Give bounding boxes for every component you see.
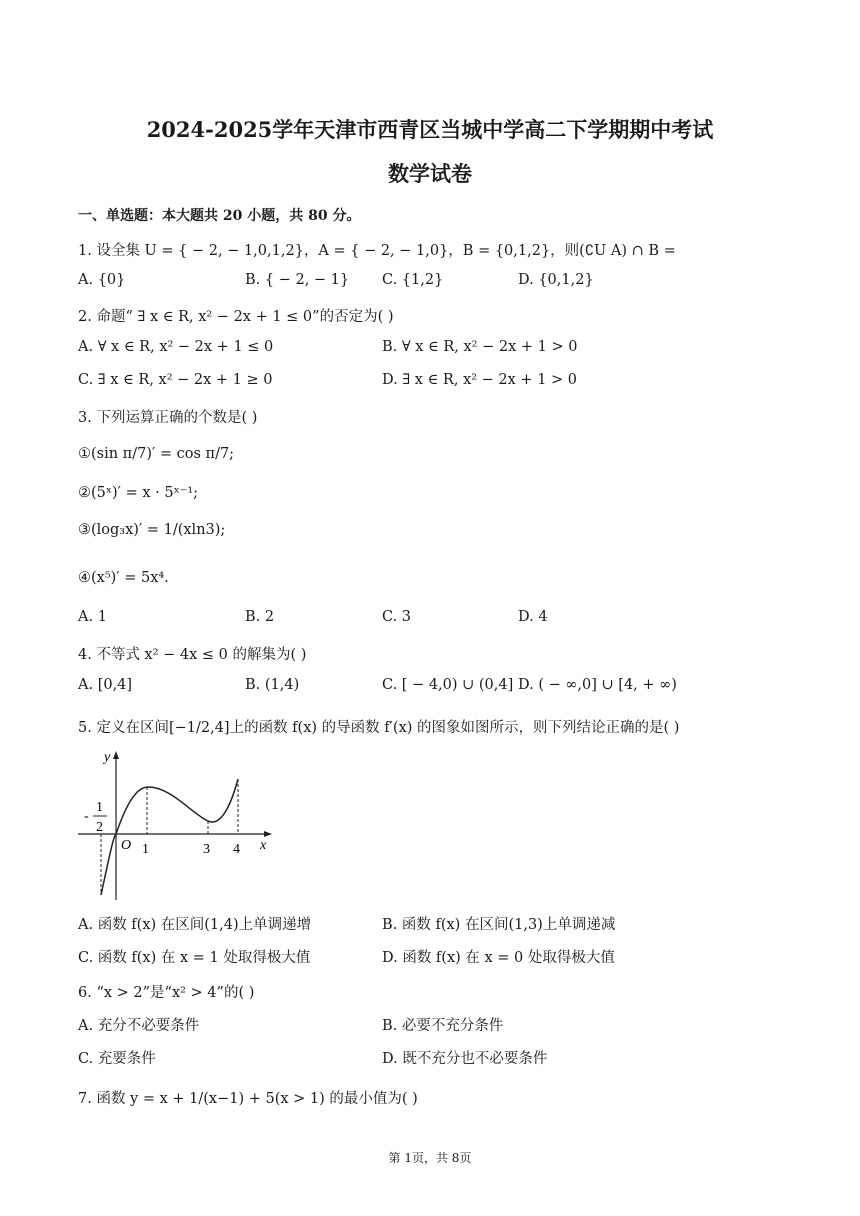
tick-1: 1 xyxy=(142,842,149,857)
x-label: x xyxy=(260,838,267,853)
neg-half-den: 2 xyxy=(96,820,103,835)
question-3: 3. 下列运算正确的个数是( ) xyxy=(78,410,258,426)
q6-option-d: D. 既不充分也不必要条件 xyxy=(382,1051,548,1067)
q4-option-c: C. [ − 4,0) ∪ (0,4] xyxy=(382,677,514,693)
question-1: 1. 设全集 U = { − 2, − 1,0,1,2}，A = { − 2, − 1,0}，B = {0,1,2}，则(∁U A) ∩ B = xyxy=(78,243,676,259)
neg-half-num: 1 xyxy=(96,800,103,815)
q1-option-a: A. {0} xyxy=(78,272,126,288)
derivative-curve xyxy=(101,779,238,895)
q3-option-a: A. 1 xyxy=(78,609,107,625)
q3-option-b: B. 2 xyxy=(245,609,275,625)
q2-option-d: D. ∃ x ∈ R, x² − 2x + 1 > 0 xyxy=(382,372,578,388)
q2-option-c: C. ∃ x ∈ R, x² − 2x + 1 ≥ 0 xyxy=(78,372,273,388)
question-5: 5. 定义在区间[−1/2,4]上的函数 f(x) 的导函数 f′(x) 的图象如图所示，则下列结论正确的是( ) xyxy=(78,720,680,736)
q3-option-c: C. 3 xyxy=(382,609,412,625)
question-4: 4. 不等式 x² − 4x ≤ 0 的解集为( ) xyxy=(78,647,307,663)
q2-option-b: B. ∀ x ∈ R, x² − 2x + 1 > 0 xyxy=(382,339,578,355)
page-footer: 第 1页，共 8页 xyxy=(388,1151,472,1165)
q4-option-a: A. [0,4] xyxy=(78,677,133,693)
q1-option-d: D. {0,1,2} xyxy=(518,272,594,288)
y-axis-arrow xyxy=(113,751,119,759)
q3-item-1: ①(sin π/7)′ = cos π/7; xyxy=(78,446,235,462)
q5-option-b: B. 函数 f(x) 在区间(1,3)上单调递减 xyxy=(382,917,616,933)
x-axis-arrow xyxy=(264,831,272,837)
tick-4: 4 xyxy=(233,842,240,857)
q3-item-3: ③(log₃x)′ = 1/(xln3); xyxy=(78,522,226,538)
question-2: 2. 命题“ ∃ x ∈ R, x² − 2x + 1 ≤ 0”的否定为( ) xyxy=(78,309,394,325)
q1-option-b: B. { − 2, − 1} xyxy=(245,272,350,288)
page-subtitle: 数学试卷 xyxy=(388,161,472,186)
q5-option-c: C. 函数 f(x) 在 x = 1 处取得极大值 xyxy=(78,950,311,966)
neg-sign: - xyxy=(84,809,89,824)
question-7: 7. 函数 y = x + 1/(x−1) + 5(x > 1) 的最小值为( ) xyxy=(78,1091,418,1107)
question-6: 6. “x > 2”是“x² > 4”的( ) xyxy=(78,985,255,1001)
origin-label: O xyxy=(121,838,132,853)
q2-option-a: A. ∀ x ∈ R, x² − 2x + 1 ≤ 0 xyxy=(78,339,274,355)
tick-3: 3 xyxy=(203,842,210,857)
q3-item-4: ④(x⁵)′ = 5x⁴. xyxy=(78,570,169,586)
q3-option-d: D. 4 xyxy=(518,609,548,625)
q1-option-c: C. {1,2} xyxy=(382,272,444,288)
section-heading: 一、单选题：本大题共 20 小题，共 80 分。 xyxy=(78,208,361,224)
q6-option-a: A. 充分不必要条件 xyxy=(78,1018,200,1034)
q3-item-2: ②(5ˣ)′ = x · 5ˣ⁻¹; xyxy=(78,485,199,501)
q6-option-b: B. 必要不充分条件 xyxy=(382,1018,504,1034)
derivative-graph xyxy=(76,745,286,905)
q4-option-d: D. ( − ∞,0] ∪ [4, + ∞) xyxy=(518,677,677,693)
q6-option-c: C. 充要条件 xyxy=(78,1051,156,1067)
q5-option-d: D. 函数 f(x) 在 x = 0 处取得极大值 xyxy=(382,950,615,966)
q4-option-b: B. (1,4) xyxy=(245,677,300,693)
q5-option-a: A. 函数 f(x) 在区间(1,4)上单调递增 xyxy=(78,917,312,933)
y-label: y xyxy=(104,750,111,765)
page-title: 2024-2025学年天津市西青区当城中学高二下学期期中考试 xyxy=(146,117,714,142)
